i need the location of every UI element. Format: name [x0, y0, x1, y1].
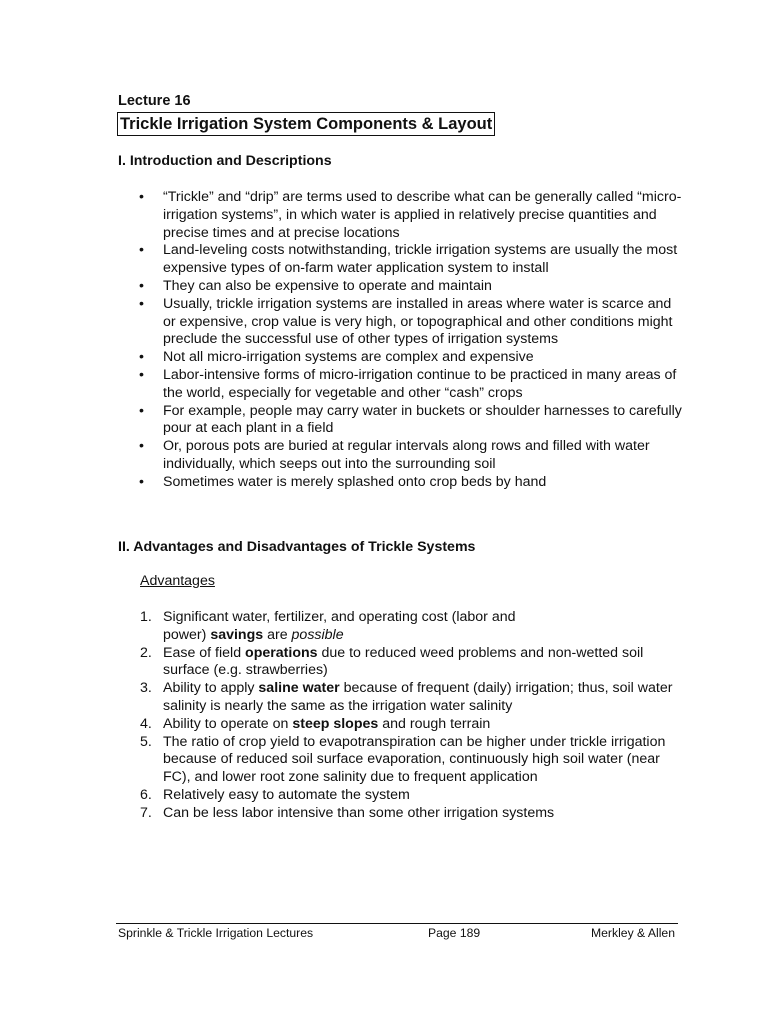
list-number: 7. [140, 804, 152, 821]
footer-course-title: Sprinkle & Trickle Irrigation Lectures [118, 926, 314, 940]
list-number: 1. [140, 609, 152, 625]
page-title: Trickle Irrigation System Components & Layout [117, 112, 495, 136]
list-number: 2. [140, 644, 152, 661]
list-number: 3. [140, 680, 152, 697]
subheading-advantages: Advantages [140, 573, 215, 589]
list-item: 1. Significant water, fertilizer, and operating cost (labor and power) savings are possible [140, 609, 516, 643]
list-item: • Not all micro-irrigation systems are complex and expensive [139, 349, 534, 366]
footer-divider [116, 923, 678, 924]
bullet-icon: • [139, 242, 144, 259]
bullet-icon: • [139, 189, 144, 205]
list-item: 2. Ease of field operations due to reduced weed problems and non-wetted soil surface (e.g. strawberries) [140, 644, 644, 679]
list-number: 6. [140, 786, 152, 803]
bullet-icon: • [139, 473, 144, 490]
list-item: 6. Relatively easy to automate the system [140, 786, 410, 803]
list-item: • For example, people may carry water in buckets or shoulder harnesses to carefully pour at each plant in a field [139, 402, 682, 437]
advantages-numbered-list [0, 609, 768, 823]
section-heading-introduction: I. Introduction and Descriptions [118, 153, 332, 169]
introduction-bullet-list [0, 189, 768, 492]
lecture-number: Lecture 16 [118, 93, 191, 109]
bullet-icon: • [139, 277, 144, 294]
list-item: 3. Ability to apply saline water because of frequent (daily) irrigation; thus, soil water salinity is nearly the same as the irrigation water salinity [140, 680, 673, 714]
list-item: • Usually, trickle irrigation systems are installed in areas where water is scarce and or expensive, crop value is very high, or topographical and other conditions might preclude the successful use of other types of irrigation systems [139, 295, 673, 348]
bullet-icon: • [139, 366, 144, 383]
bullet-icon: • [139, 349, 144, 366]
list-item: • Labor-intensive forms of micro-irrigation continue to be practiced in many areas of the world, especially for vegetable and other “cash” crops [139, 366, 677, 401]
bullet-icon: • [139, 438, 144, 455]
list-item: • Sometimes water is merely splashed onto crop beds by hand [139, 473, 547, 490]
list-item: 7. Can be less labor intensive than some other irrigation systems [140, 804, 555, 821]
bullet-icon: • [139, 402, 144, 419]
bullet-icon: • [139, 295, 144, 312]
list-item: 5. The ratio of crop yield to evapotranspiration can be higher under trickle irrigation because of reduced soil surface evaporation, continuously high soil water (near FC), and lower root zone salinity due to frequent application [140, 733, 666, 786]
list-item: • Or, porous pots are buried at regular intervals along rows and filled with water individually, which seeps out into the surrounding soil [139, 438, 650, 472]
list-number: 5. [140, 733, 152, 750]
footer-authors: Merkley & Allen [591, 926, 675, 940]
section-heading-advantages-disadvantages: II. Advantages and Disadvantages of Trickle Systems [118, 539, 476, 555]
footer-page-number: Page 189 [428, 926, 481, 940]
list-item: 4. Ability to operate on steep slopes and rough terrain [140, 715, 491, 732]
list-item: • Land-leveling costs notwithstanding, trickle irrigation systems are usually the most expensive types of on-farm water application system to install [139, 242, 678, 277]
list-item: • They can also be expensive to operate and maintain [139, 277, 492, 294]
list-item: • “Trickle” and “drip” are terms used to describe what can be generally called “micro-irrigation systems”, in which water is applied in relatively precise quantities and precise times and at precise locations [139, 189, 682, 241]
list-number: 4. [140, 715, 152, 732]
